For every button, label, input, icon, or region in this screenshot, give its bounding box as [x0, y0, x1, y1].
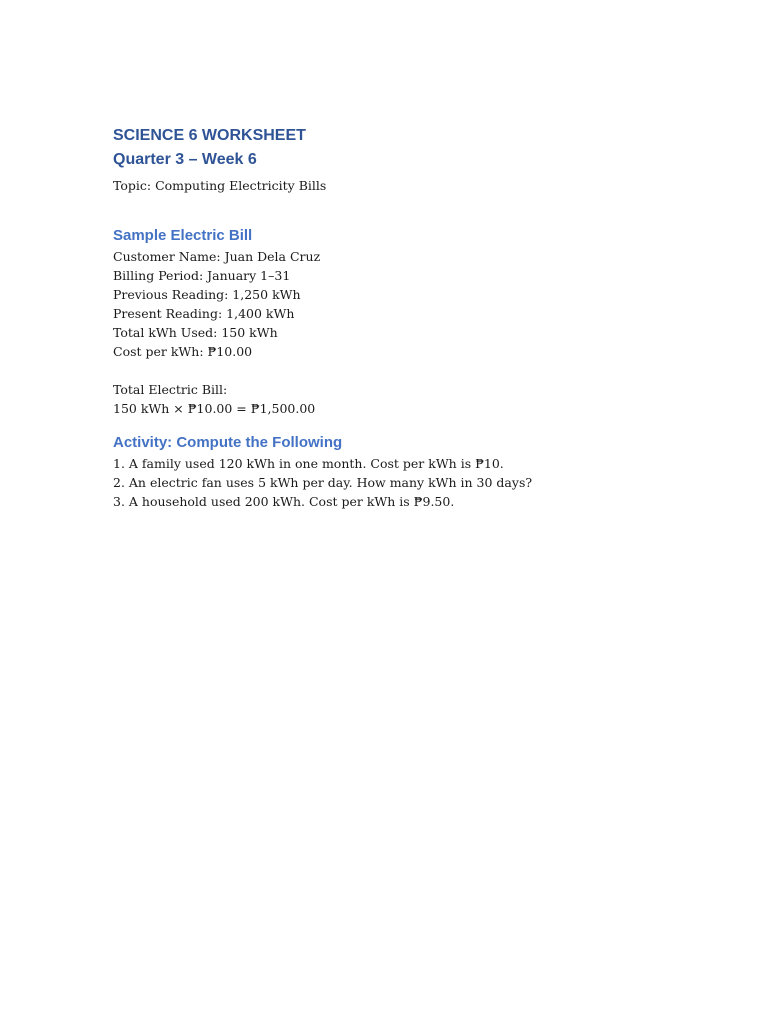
bill-present-reading: Present Reading: 1,400 kWh [113, 306, 295, 321]
activity-item: 3. A household used 200 kWh. Cost per kWh is ₱9.50. [113, 494, 455, 509]
bill-cost-per-kwh: Cost per kWh: ₱10.00 [113, 344, 253, 359]
blank-line [113, 361, 673, 380]
total-bill-label: Total Electric Bill: [113, 382, 228, 397]
bill-total-kwh: Total kWh Used: 150 kWh [113, 325, 278, 340]
bill-customer-name: Customer Name: Juan Dela Cruz [113, 249, 321, 264]
activity-list [113, 454, 673, 511]
bill-previous-reading: Previous Reading: 1,250 kWh [113, 287, 301, 302]
worksheet-topic: Topic: Computing Electricity Bills [113, 178, 327, 193]
sample-bill-details [113, 247, 673, 361]
total-bill-computation: 150 kWh × ₱10.00 = ₱1,500.00 [113, 401, 316, 416]
sample-bill-heading: Sample Electric Bill [113, 227, 253, 244]
bill-billing-period: Billing Period: January 1–31 [113, 268, 291, 283]
worksheet-subtitle: Quarter 3 – Week 6 [113, 151, 257, 168]
activity-item: 1. A family used 120 kWh in one month. Cost per kWh is ₱10. [113, 456, 504, 471]
document-body [113, 124, 673, 511]
activity-item: 2. An electric fan uses 5 kWh per day. How many kWh in 30 days? [113, 475, 533, 490]
worksheet-title: SCIENCE 6 WORKSHEET [113, 127, 306, 144]
activity-heading: Activity: Compute the Following [113, 434, 343, 451]
